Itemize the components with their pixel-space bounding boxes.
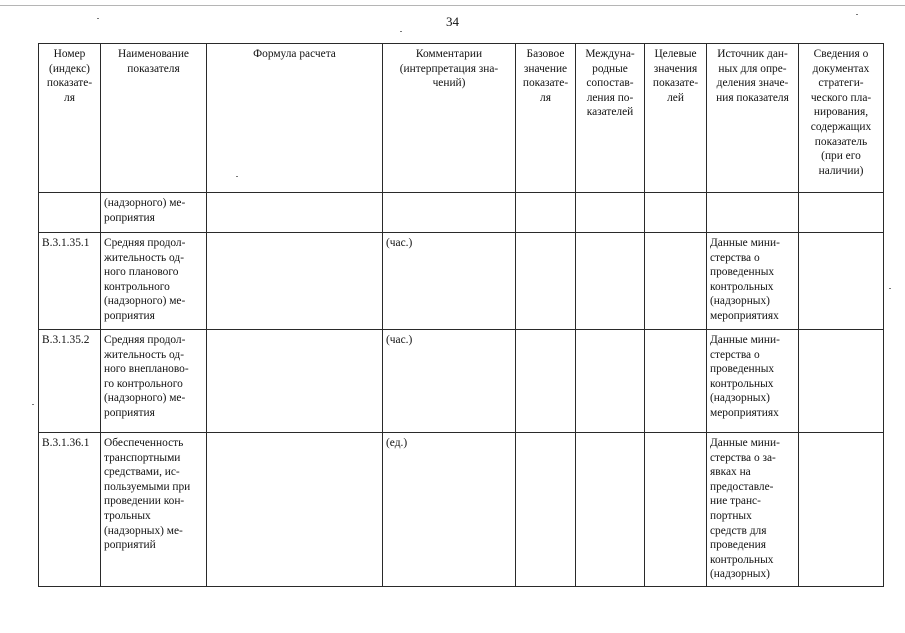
cell-text-line: явках на	[710, 466, 751, 479]
cell-comment	[383, 433, 516, 587]
cell-text-line: Средняя продол-	[104, 237, 186, 249]
cell-text-line: средствами, ис-	[104, 466, 180, 479]
cell-formula	[207, 433, 383, 587]
cell-base-value	[516, 193, 576, 233]
cell-text-line: (надзорного) ме-	[104, 392, 186, 405]
cell-text-line: мероприятиях	[710, 406, 779, 419]
cell-text-line: роприятия	[104, 309, 155, 322]
cell-text-line: (надзорных)	[710, 568, 770, 581]
header-intl-comparison	[576, 44, 645, 193]
cell-text-line: деления значе-	[716, 77, 789, 90]
cell-text-line: стерства о	[710, 348, 760, 361]
cell-text-line: Сведения о	[813, 48, 869, 60]
cell-text-line: Формула расчета	[253, 48, 336, 60]
cell-text-line: Наименование	[118, 48, 189, 60]
cell-text-line: го контрольного	[104, 377, 183, 390]
cell-text-line: трольных	[104, 509, 151, 522]
cell-text-line: Данные мини-	[710, 237, 780, 249]
header-strategic-docs	[799, 44, 884, 193]
cell-comment	[383, 193, 516, 233]
cell-text-line: предоставле-	[710, 480, 774, 493]
cell-text-line: ных для опре-	[718, 62, 787, 75]
cell-text-line: ного планового	[104, 266, 179, 279]
table-row	[39, 193, 884, 233]
cell-data-source	[707, 433, 799, 587]
cell-base-value	[516, 233, 576, 330]
cell-text-line: мероприятиях	[710, 309, 779, 322]
table-row	[39, 233, 884, 330]
cell-text-line: (надзорных)	[710, 295, 770, 308]
header-data-source	[707, 44, 799, 193]
table-row	[39, 330, 884, 433]
cell-name	[101, 330, 207, 433]
cell-intl-comparison	[576, 233, 645, 330]
cell-text-line: наличии)	[818, 164, 864, 177]
cell-text-line: сопостав-	[586, 77, 634, 90]
cell-index	[39, 233, 101, 330]
cell-text-line: ного внепланово-	[104, 363, 189, 376]
cell-text-line: Междуна-	[585, 48, 635, 60]
cell-text-line: контрольных	[710, 553, 774, 566]
cell-text-line: роприятий	[104, 539, 156, 552]
cell-text-line: ние транс-	[710, 495, 761, 508]
cell-formula	[207, 233, 383, 330]
cell-text-line: (час.)	[386, 237, 413, 249]
cell-formula	[207, 193, 383, 233]
cell-formula	[207, 330, 383, 433]
indicators-table	[38, 43, 884, 587]
cell-text-line: чений)	[432, 77, 466, 90]
cell-target-values	[645, 233, 707, 330]
cell-text-line: (индекс)	[49, 62, 90, 75]
cell-text-line: (надзорного) ме-	[104, 197, 186, 209]
cell-index	[39, 433, 101, 587]
cell-text-line: роприятия	[104, 406, 155, 419]
cell-text-line: проведении кон-	[104, 495, 185, 508]
cell-text-line: лей	[667, 91, 684, 104]
cell-text-line: контрольных	[710, 377, 774, 390]
cell-target-values	[645, 433, 707, 587]
cell-index	[39, 330, 101, 433]
cell-text-line: ления по-	[586, 91, 634, 104]
cell-text-line: Источник дан-	[717, 48, 788, 60]
cell-text-line: средств для	[710, 524, 767, 537]
cell-comment	[383, 330, 516, 433]
cell-strategic-docs	[799, 193, 884, 233]
cell-text-line: документах	[812, 62, 870, 75]
cell-name	[101, 233, 207, 330]
cell-text-line: (надзорных) ме-	[104, 524, 183, 537]
cell-text-line: В.3.1.35.2	[42, 334, 90, 346]
cell-text-line: показатель	[814, 135, 868, 148]
cell-base-value	[516, 433, 576, 587]
cell-text-line: (ед.)	[386, 437, 408, 449]
cell-text-line: проведенных	[710, 363, 775, 376]
cell-text-line: показате-	[652, 77, 699, 90]
cell-text-line: Целевые	[654, 48, 697, 60]
cell-intl-comparison	[576, 433, 645, 587]
scan-speck	[856, 14, 858, 15]
cell-text-line: стерства о за-	[710, 451, 776, 464]
cell-text-line: ния показателя	[716, 91, 789, 104]
cell-target-values	[645, 330, 707, 433]
table-header-row	[39, 44, 884, 193]
cell-text-line: пользуемыми при	[104, 480, 191, 493]
cell-text-line: (надзорного) ме-	[104, 295, 186, 308]
scan-speck	[400, 31, 402, 32]
cell-text-line: показате-	[46, 77, 93, 90]
cell-strategic-docs	[799, 330, 884, 433]
cell-text-line: ля	[64, 91, 75, 104]
cell-text-line: (час.)	[386, 334, 413, 346]
cell-base-value	[516, 330, 576, 433]
cell-text-line: казателей	[586, 106, 634, 119]
cell-text-line: показателя	[127, 62, 180, 75]
cell-text-line: проведения	[710, 539, 766, 552]
cell-text-line: контрольного	[104, 280, 170, 293]
cell-text-line: ческого пла-	[810, 91, 872, 104]
cell-data-source	[707, 193, 799, 233]
cell-text-line: Данные мини-	[710, 437, 780, 449]
header-base-value	[516, 44, 576, 193]
cell-comment	[383, 233, 516, 330]
cell-text-line: значение	[523, 62, 568, 75]
cell-text-line: Обеспеченность	[104, 437, 184, 449]
cell-name	[101, 433, 207, 587]
cell-text-line: проведенных	[710, 266, 775, 279]
header-name	[101, 44, 207, 193]
header-index	[39, 44, 101, 193]
cell-data-source	[707, 233, 799, 330]
cell-intl-comparison	[576, 330, 645, 433]
cell-text-line: (при его	[821, 150, 861, 163]
cell-text-line: Данные мини-	[710, 334, 780, 346]
cell-text-line: Номер	[53, 48, 86, 60]
header-target-values	[645, 44, 707, 193]
cell-text-line: нирования,	[813, 106, 869, 119]
scan-speck	[236, 176, 238, 177]
cell-text-line: (надзорных)	[710, 392, 770, 405]
cell-text-line: жительность од-	[104, 251, 184, 264]
scan-speck	[97, 18, 99, 19]
cell-intl-comparison	[576, 193, 645, 233]
cell-text-line: стерства о	[710, 251, 760, 264]
cell-text-line: В.3.1.35.1	[42, 237, 90, 249]
cell-text-line: жительность од-	[104, 348, 184, 361]
cell-name	[101, 193, 207, 233]
cell-text-line: (интерпретация зна-	[399, 62, 499, 75]
cell-strategic-docs	[799, 233, 884, 330]
cell-text-line: значения	[653, 62, 698, 75]
cell-text-line: Средняя продол-	[104, 334, 186, 346]
page-number: 34	[446, 14, 459, 29]
scan-speck	[32, 404, 34, 405]
cell-data-source	[707, 330, 799, 433]
cell-text-line: содержащих	[810, 120, 872, 133]
cell-text-line: В.3.1.36.1	[42, 437, 90, 449]
cell-text-line: контрольных	[710, 280, 774, 293]
cell-index	[39, 193, 101, 233]
cell-text-line: стратеги-	[818, 77, 864, 90]
page-top-rule	[0, 5, 905, 6]
cell-text-line: ля	[540, 91, 551, 104]
scan-speck	[889, 288, 891, 289]
cell-text-line: родные	[592, 62, 628, 75]
cell-text-line: Комментарии	[415, 48, 483, 60]
header-comment	[383, 44, 516, 193]
cell-text-line: показате-	[522, 77, 569, 90]
cell-text-line: портных	[710, 509, 752, 522]
cell-text-line: роприятия	[104, 211, 155, 224]
table-row	[39, 433, 884, 587]
cell-text-line: транспортными	[104, 451, 181, 464]
header-formula	[207, 44, 383, 193]
cell-text-line: Базовое	[526, 48, 565, 60]
cell-strategic-docs	[799, 433, 884, 587]
cell-target-values	[645, 193, 707, 233]
